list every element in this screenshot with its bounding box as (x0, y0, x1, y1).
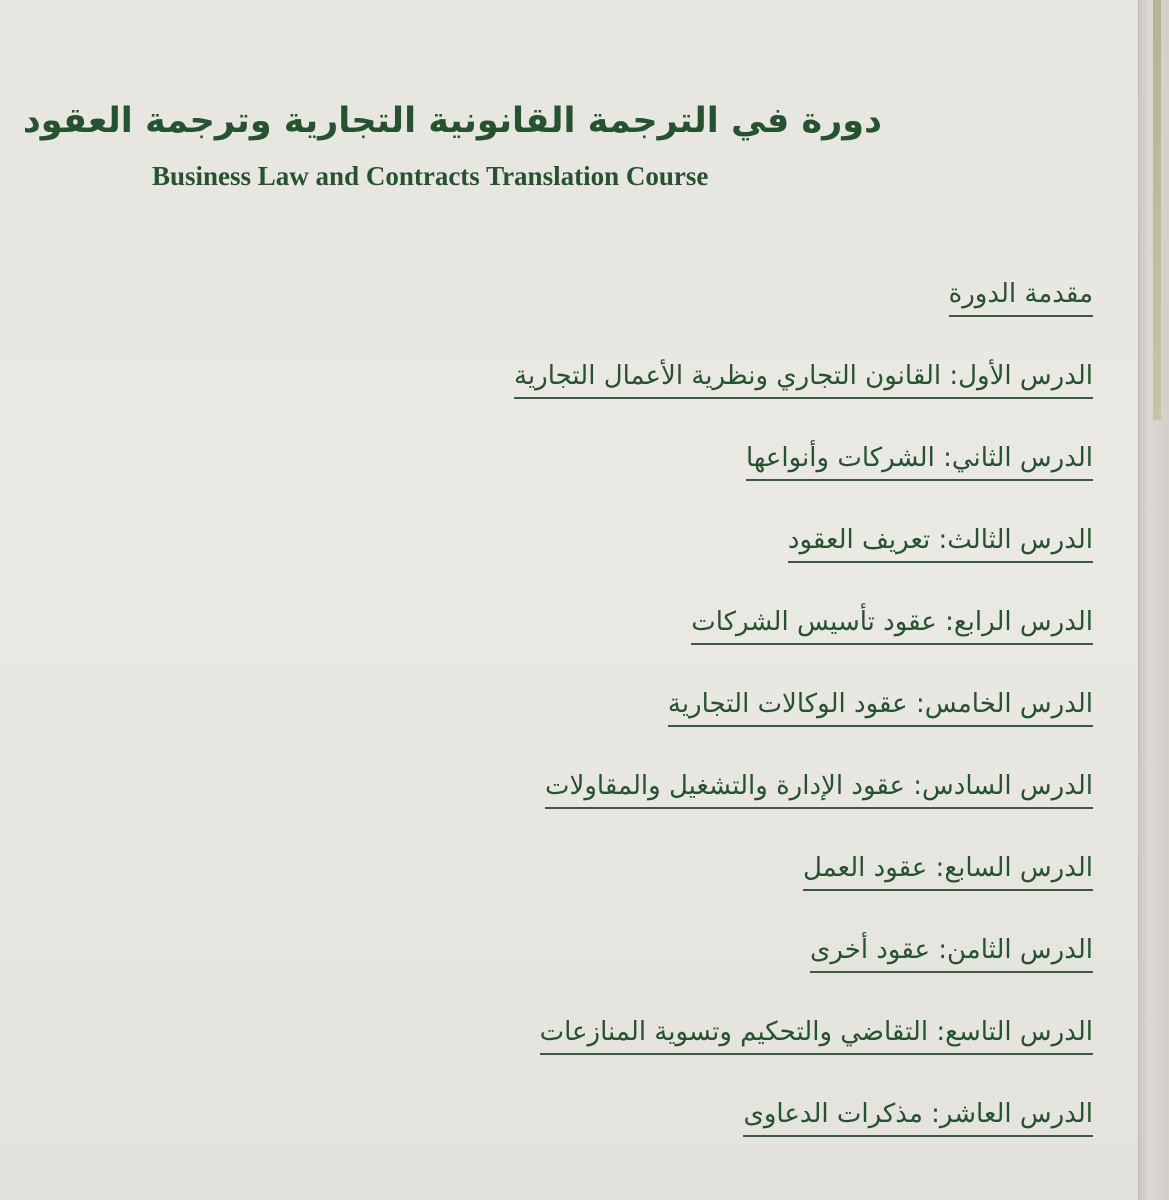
toc-item-lesson-3 (293, 521, 1093, 603)
toc-item-lesson-7 (293, 849, 1093, 931)
toc-item-introduction (293, 275, 1093, 357)
title-arabic: دورة في الترجمة القانونية التجارية وترجمة العقود (22, 101, 882, 141)
toc-item-label: الدرس الرابع: عقود تأسيس الشركات (691, 603, 1093, 645)
toc-item-label: مقدمة الدورة (949, 275, 1093, 317)
title-english: Business Law and Contracts Translation Course (152, 161, 709, 191)
toc-item-label: الدرس السابع: عقود العمل (803, 849, 1093, 891)
toc-item-lesson-6 (293, 767, 1093, 849)
toc-item-label: الدرس الثامن: عقود أخرى (810, 931, 1093, 973)
toc-item-label: الدرس الأول: القانون التجاري ونظرية الأعمال التجارية (514, 357, 1093, 399)
paper-edge-shadow (1153, 0, 1161, 420)
toc-item-lesson-8 (293, 931, 1093, 1013)
toc-item-label: الدرس الثاني: الشركات وأنواعها (746, 439, 1093, 481)
toc-item-lesson-2 (293, 439, 1093, 521)
toc-item-lesson-4 (293, 603, 1093, 685)
toc-item-label: الدرس الثالث: تعريف العقود (788, 521, 1093, 563)
toc-item-lesson-9 (293, 1013, 1093, 1095)
toc-item-label: الدرس الخامس: عقود الوكالات التجارية (668, 685, 1093, 727)
toc-item-lesson-1 (293, 357, 1093, 439)
toc-item-label: الدرس السادس: عقود الإدارة والتشغيل والمقاولات (545, 767, 1093, 809)
table-of-contents (293, 275, 1093, 1177)
toc-item-lesson-5 (293, 685, 1093, 767)
toc-item-lesson-10 (293, 1095, 1093, 1177)
toc-item-label: الدرس العاشر: مذكرات الدعاوى (743, 1095, 1093, 1137)
toc-item-label: الدرس التاسع: التقاضي والتحكيم وتسوية المنازعات (540, 1013, 1093, 1055)
